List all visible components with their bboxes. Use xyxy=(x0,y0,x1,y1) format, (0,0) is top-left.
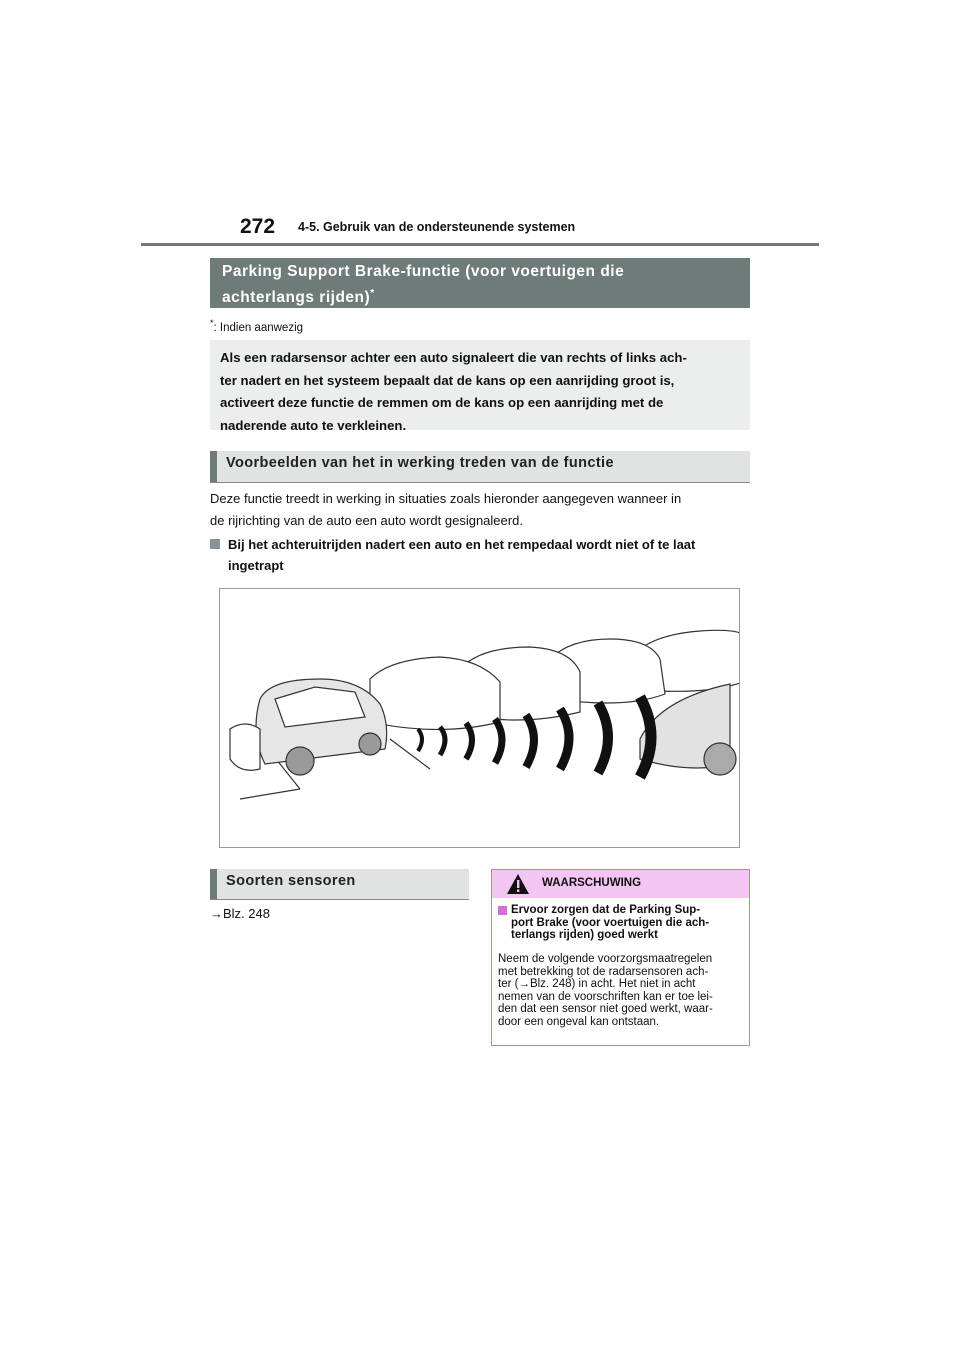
warning-body-line: door een ongeval kan ontstaan. xyxy=(498,1015,660,1028)
footnote-text: : Indien aanwezig xyxy=(213,321,304,334)
bullet-square-icon xyxy=(498,906,507,915)
parking-illustration xyxy=(220,589,739,847)
warning-body xyxy=(498,953,743,1028)
warning-item-line: Ervoor zorgen dat de Parking Sup- xyxy=(511,904,701,916)
examples-paragraph xyxy=(210,488,750,531)
warning-body-line: den dat een sensor niet goed werkt, waar- xyxy=(498,1003,713,1015)
examples-heading: Voorbeelden van het in werking treden van de functie xyxy=(210,451,750,482)
warning-body-line: ter (→Blz. 248) in acht. Het niet in acht xyxy=(498,978,696,990)
warning-header xyxy=(492,870,749,898)
heading-underline xyxy=(210,482,750,483)
intro-box xyxy=(210,340,750,433)
illustration-figure xyxy=(219,588,740,848)
intro-line: activeert deze functie de remmen om de kans op een aanrijding met de xyxy=(220,395,664,410)
intro-line: naderende auto te verkleinen. xyxy=(220,417,407,433)
main-section-banner xyxy=(210,258,750,308)
intro-line: Als een radarsensor achter een auto signaleert die van rechts of links ach- xyxy=(220,350,687,365)
warning-body-line: met betrekking tot de radarsensoren ach- xyxy=(498,965,709,978)
warning-body-line: Neem de volgende voorzorgsmaatregelen xyxy=(498,953,713,965)
paragraph-line: Deze functie treedt in werking in situaties zoals hieronder aangegeven wanneer in xyxy=(210,491,682,506)
warning-item xyxy=(498,904,743,942)
page-number: 272 xyxy=(240,215,276,238)
heading-underline xyxy=(210,899,469,900)
warning-triangle-icon xyxy=(506,873,530,895)
bullet-line: Bij het achteruitrijden nadert een auto en het rempedaal wordt niet of te laat xyxy=(228,537,696,552)
footnote xyxy=(210,318,303,334)
footnote-star: * xyxy=(210,318,214,328)
page-reference[interactable]: →Blz. 248 xyxy=(210,906,270,921)
warning-title: WAARSCHUWING xyxy=(542,877,642,889)
main-section-title: Parking Support Brake-functie (voor voertuigen die achterlangs rijden) xyxy=(222,263,625,307)
paragraph-line: de rijrichting van de auto een auto wordt gesignaleerd. xyxy=(210,512,523,528)
warning-item-line: port Brake (voor voertuigen die ach- xyxy=(511,916,710,929)
bullet-line: ingetrapt xyxy=(228,558,284,573)
warning-box xyxy=(491,869,750,1046)
section-title: 4-5. Gebruik van de ondersteunende systemen xyxy=(298,220,576,234)
sensors-heading: Soorten sensoren xyxy=(210,869,469,899)
warning-body-line: nemen van de voorschriften kan er toe lei- xyxy=(498,990,713,1003)
intro-line: ter nadert en het systeem bepaalt dat de kans op een aanrijding groot is, xyxy=(220,372,675,388)
example-bullet xyxy=(210,534,750,576)
footnote-marker: * xyxy=(370,288,375,299)
header-divider xyxy=(141,243,819,246)
bullet-square-icon xyxy=(210,539,220,549)
warning-item-line: terlangs rijden) goed werkt xyxy=(511,929,658,941)
